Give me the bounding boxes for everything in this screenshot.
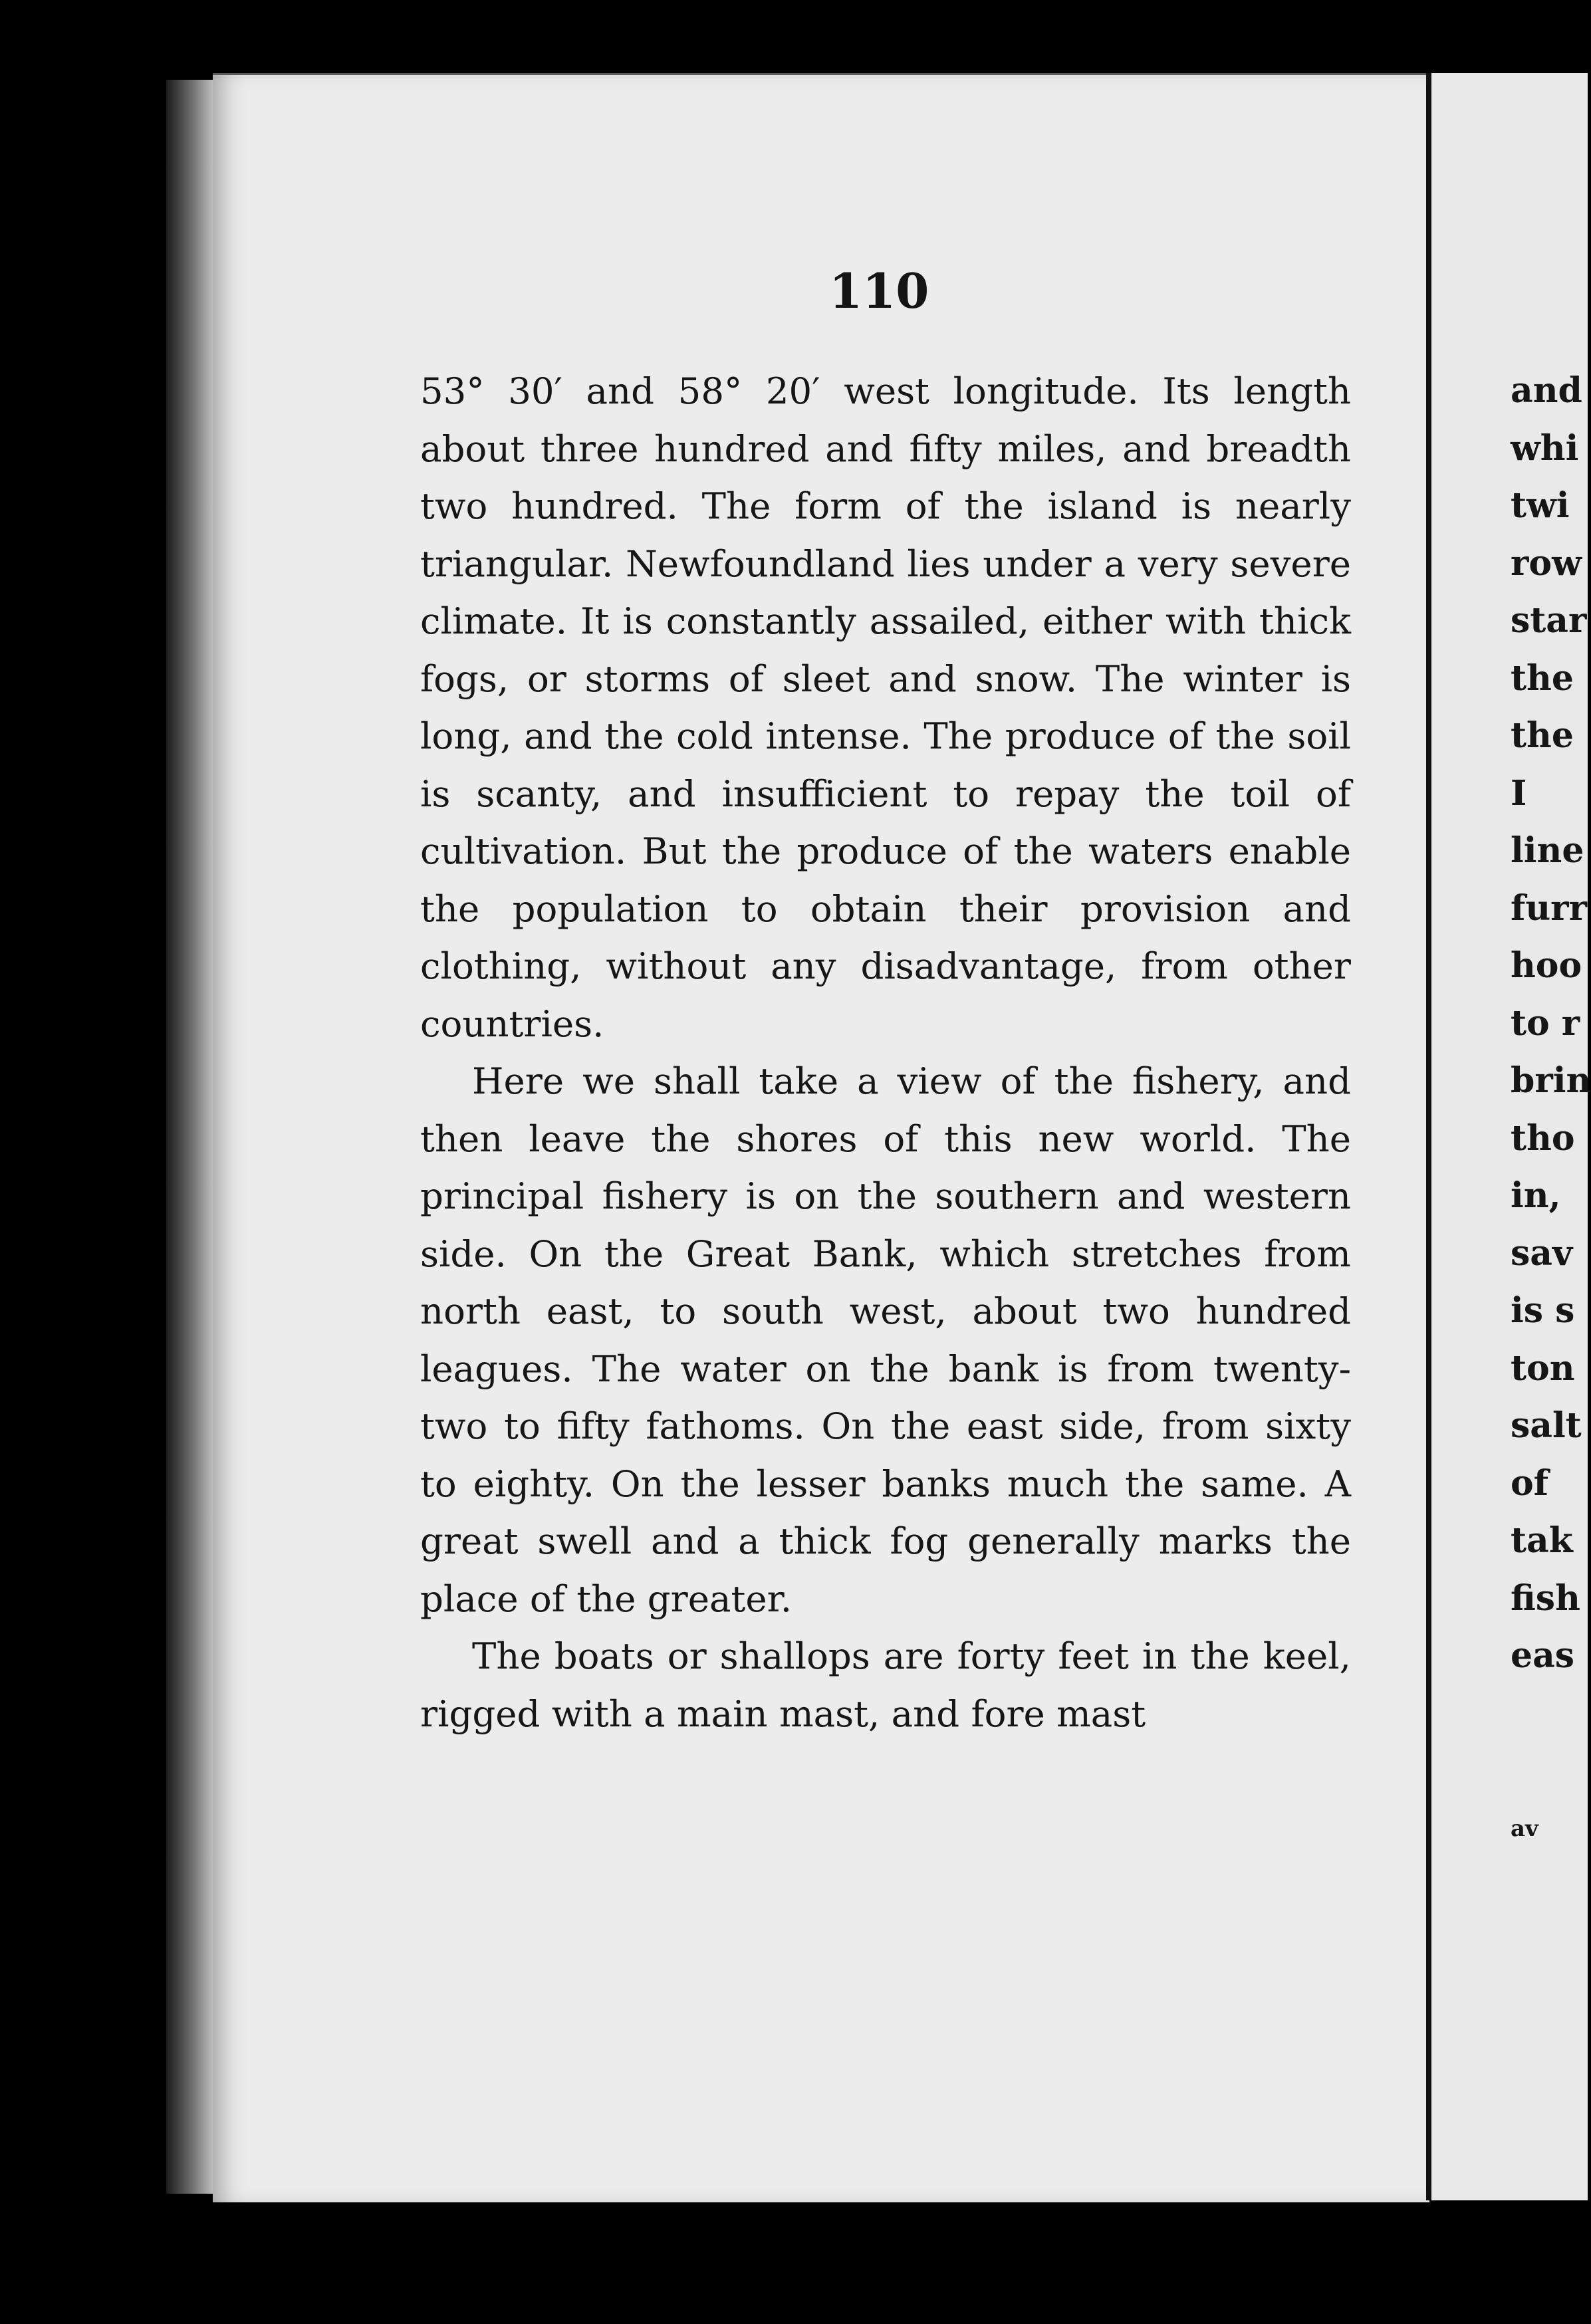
facing-fragment: row: [1511, 542, 1582, 584]
facing-fragment: star: [1511, 600, 1587, 641]
paragraph-3: The boats or shallops are forty feet in the keel, rigged with a main mast, and fore mast: [420, 1635, 1351, 1735]
facing-fragment: fish: [1511, 1577, 1580, 1619]
facing-fragment: whi: [1511, 427, 1579, 469]
facing-fragment: I: [1511, 772, 1527, 814]
facing-fragment: furr: [1511, 887, 1587, 929]
facing-fragment: [1511, 1685, 1591, 1743]
facing-fragment: line: [1511, 830, 1584, 871]
facing-fragment: of: [1511, 1462, 1549, 1504]
page-body-text: [420, 362, 1351, 1742]
facing-page-fragments: [1511, 362, 1591, 1857]
facing-fragment: eas: [1511, 1635, 1575, 1676]
page-number: 110: [829, 263, 929, 319]
facing-fragment: to r: [1511, 1002, 1580, 1044]
facing-fragment: the: [1511, 715, 1574, 756]
facing-fragment: sav: [1511, 1232, 1573, 1274]
facing-fragment: salt: [1511, 1405, 1582, 1446]
facing-fragment: twi: [1511, 485, 1570, 526]
paragraph-1: 53° 30′ and 58° 20′ west longitude. Its length about three hundred and fifty miles, and breadth two hundred. The form of the island is nearly triangular. Newfoundland lies under a very severe climate. It is constantly assailed, either with thick fogs, or storms of sleet and snow. The winter is long, and the cold intense. The produce of the soil is scanty, and insufficient to repay the toil of cultivation. But the produce of the waters enable the population to obtain their provision and clothing, without any disadvantage, from other countries.: [420, 370, 1351, 1045]
paragraph-2: Here we shall take a view of the fishery, and then leave the shores of this new world. The principal fishery is on the southern and western side. On the Great Bank, which stretches from north east, to south west, about two hundred leagues. The water on the bank is from twenty-two to fifty fathoms. On the east side, from sixty to eighty. On the lesser banks much the same. A great swell and a thick fog generally marks the place of the greater.: [420, 1060, 1351, 1620]
facing-fragment: [1511, 1742, 1591, 1800]
facing-fragment: the: [1511, 657, 1574, 699]
facing-fragment: av: [1511, 1815, 1538, 1842]
facing-fragment: tho: [1511, 1117, 1575, 1159]
facing-fragment: ton: [1511, 1347, 1575, 1389]
facing-fragment: brin: [1511, 1060, 1591, 1101]
facing-fragment: in,: [1511, 1175, 1561, 1216]
facing-fragment: is s: [1511, 1290, 1575, 1331]
facing-fragment: tak: [1511, 1520, 1573, 1561]
facing-fragment: hoo: [1511, 945, 1582, 986]
facing-fragment: and: [1511, 370, 1582, 411]
